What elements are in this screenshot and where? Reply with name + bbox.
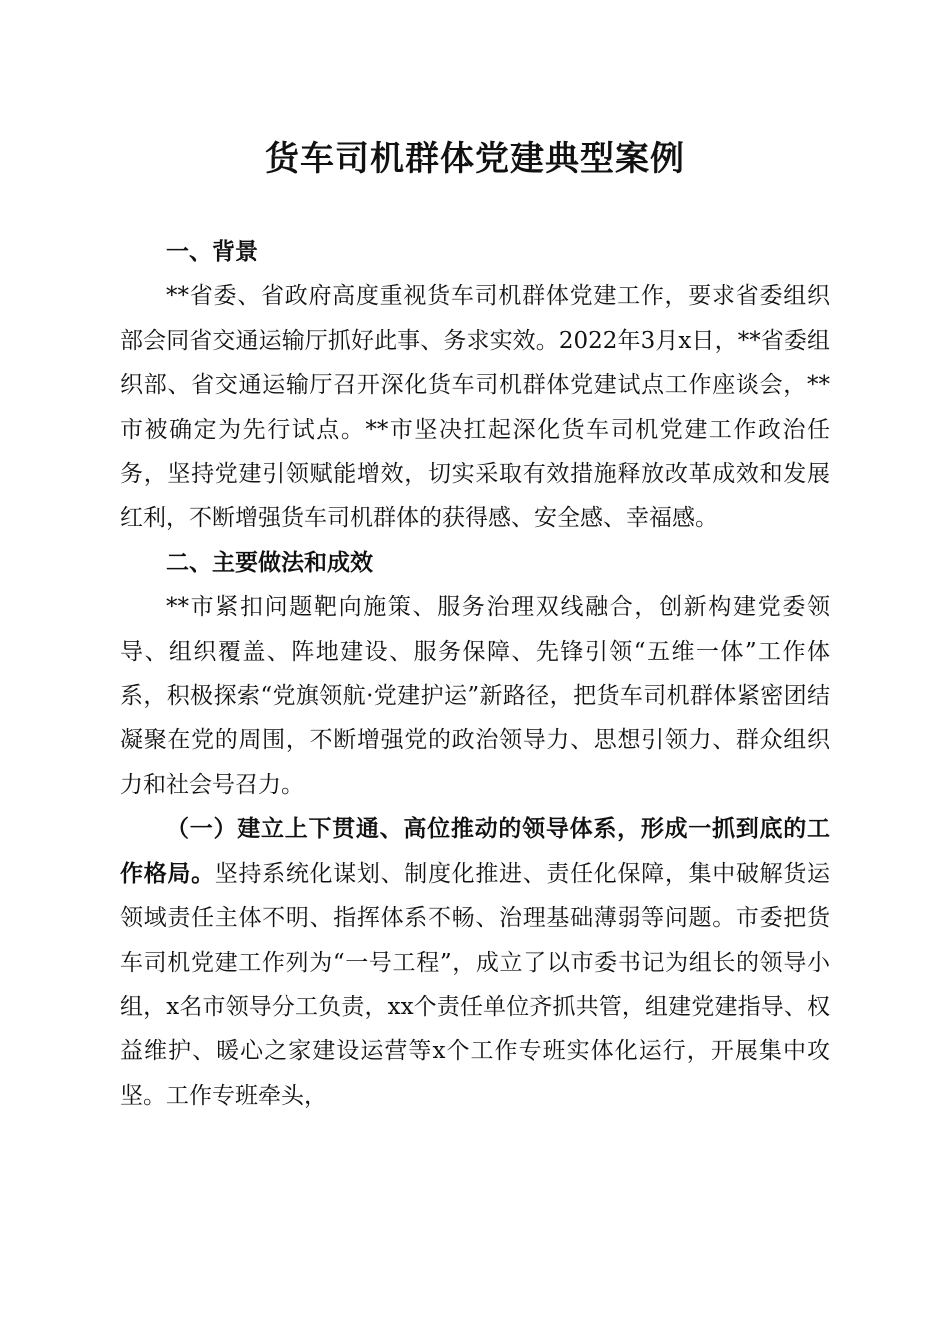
document-title: 货车司机群体党建典型案例 bbox=[265, 139, 685, 179]
document-body bbox=[120, 230, 830, 1118]
paragraph-leadership-system bbox=[120, 807, 830, 1118]
section-heading-practices: 二、主要做法和成效 bbox=[166, 549, 373, 576]
paragraph-practices-intro: **市紧扣问题靶向施策、服务治理双线融合，创新构建党委领导、组织覆盖、阵地建设、服务保障、先锋引领“五维一体”工作体系，积极探索“党旗领航·党建护运”新路径，把货车司机群体紧密团结凝聚在党的周围，不断增强党的政治领导力、思想引领力、群众组织力和社会号召力。 bbox=[120, 594, 830, 798]
subsection-text-leadership: 坚持系统化谋划、制度化推进、责任化保障，集中破解货运领域责任主体不明、指挥体系不畅、治理基础薄弱等问题。市委把货车司机党建工作列为“一号工程”，成立了以市委书记为组长的领导小组，x名市领导分工负责，xx个责任单位齐抓共管，组建党建指导、权益维护、暖心之家建设运营等x个工作专班实体化运行，开展集中攻坚。工作专班牵头， bbox=[120, 860, 831, 1109]
paragraph-background: **省委、省政府高度重视货车司机群体党建工作，要求省委组织部会同省交通运输厅抓好此事、务求实效。2022年3月x日，**省委组织部、省交通运输厅召开深化货车司机群体党建试点工作座谈会，**市被确定为先行试点。**市坚决扛起深化货车司机党建工作政治任务，坚持党建引领赋能增效，切实采取有效措施释放改革成效和发展红利，不断增强货车司机群体的获得感、安全感、幸福感。 bbox=[120, 283, 830, 532]
subsection-heading-leadership: （一）建立上下贯通、高位推动的领导体系，形成一抓到底的工作格局。 bbox=[120, 815, 830, 887]
section-heading-background: 一、背景 bbox=[166, 239, 258, 265]
